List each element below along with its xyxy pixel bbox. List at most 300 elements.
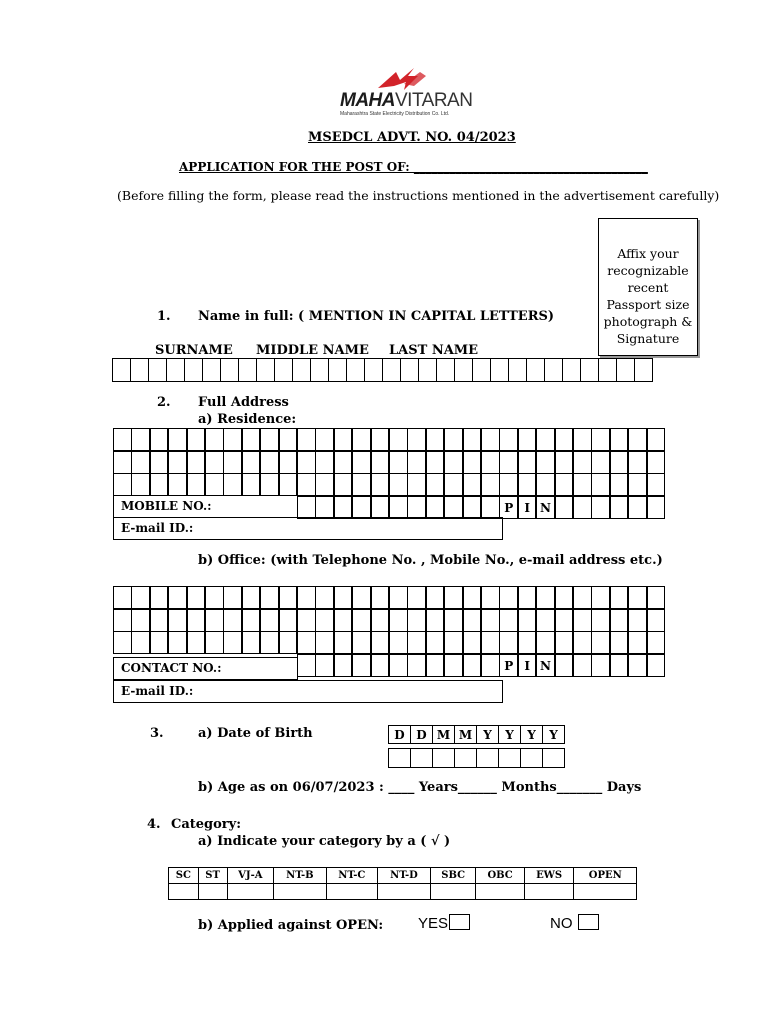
- name-cell[interactable]: [544, 358, 563, 382]
- residence-cell[interactable]: [555, 451, 574, 474]
- residence-cell[interactable]: [407, 451, 426, 474]
- residence-cell[interactable]: [463, 496, 482, 519]
- residence-cell[interactable]: [407, 428, 426, 451]
- office-cell[interactable]: [150, 609, 169, 632]
- dob-input-cells[interactable]: [389, 749, 565, 768]
- post-applied-label: APPLICATION FOR THE POST OF: _______________________________________: [179, 160, 648, 174]
- residence-cell[interactable]: [260, 451, 279, 474]
- residence-cell[interactable]: [481, 496, 500, 519]
- dob-cell[interactable]: [388, 748, 411, 768]
- office-cell[interactable]: [334, 586, 353, 609]
- category-header: NT-B: [274, 868, 326, 884]
- office-cell[interactable]: [647, 586, 666, 609]
- office-cell[interactable]: [223, 586, 242, 609]
- office-cell[interactable]: [223, 631, 242, 654]
- residence-cell[interactable]: [113, 473, 132, 496]
- office-cell[interactable]: [223, 609, 242, 632]
- office-cell[interactable]: [407, 631, 426, 654]
- office-cell[interactable]: [573, 609, 592, 632]
- name-cell[interactable]: [562, 358, 581, 382]
- office-cell[interactable]: [591, 631, 610, 654]
- residence-cell[interactable]: [371, 428, 390, 451]
- section2-title: Full Address: [198, 395, 289, 410]
- residence-cell[interactable]: [297, 451, 316, 474]
- name-cell[interactable]: [526, 358, 545, 382]
- residence-cell[interactable]: [555, 496, 574, 519]
- office-cell[interactable]: [555, 586, 574, 609]
- office-cell[interactable]: [150, 586, 169, 609]
- residence-cell[interactable]: [536, 451, 555, 474]
- office-cell[interactable]: [131, 586, 150, 609]
- residence-cell[interactable]: [223, 473, 242, 496]
- residence-cell[interactable]: [426, 473, 445, 496]
- age-label: b) Age as on 06/07/2023 : ____ Years______ Months_______ Days: [198, 780, 642, 795]
- name-cell[interactable]: [364, 358, 383, 382]
- office-cell[interactable]: [187, 631, 206, 654]
- name-cell[interactable]: [598, 358, 617, 382]
- name-cell[interactable]: [454, 358, 473, 382]
- office-cell[interactable]: [628, 586, 647, 609]
- office-cell[interactable]: [352, 631, 371, 654]
- office-cell[interactable]: [334, 654, 353, 677]
- office-cell[interactable]: [591, 654, 610, 677]
- office-cell[interactable]: [426, 586, 445, 609]
- office-cell[interactable]: [481, 609, 500, 632]
- name-cell[interactable]: [274, 358, 293, 382]
- advt-number: MSEDCL ADVT. NO. 04/2023: [308, 130, 516, 145]
- office-cell[interactable]: [279, 586, 298, 609]
- category-table: [168, 867, 637, 900]
- office-cell[interactable]: [407, 586, 426, 609]
- contact-label: CONTACT NO.:: [113, 657, 298, 680]
- logo-brand-light: VITARAN: [395, 90, 473, 111]
- middle-name-label: MIDDLE NAME: [256, 343, 369, 358]
- office-cell[interactable]: [573, 654, 592, 677]
- photo-box-text: Affix your recognizable recent Passport size photograph & Signature: [603, 246, 693, 346]
- residence-cell[interactable]: [555, 428, 574, 451]
- section3-number: 3.: [150, 726, 164, 741]
- name-cell[interactable]: [616, 358, 635, 382]
- name-cell[interactable]: [436, 358, 455, 382]
- residence-cell[interactable]: [352, 473, 371, 496]
- residence-cell[interactable]: [389, 473, 408, 496]
- logo-tagline: Maharashtra State Electricity Distribution Co. Ltd.: [340, 111, 450, 117]
- residence-cell[interactable]: [371, 473, 390, 496]
- category-header: ST: [198, 868, 227, 884]
- residence-cell[interactable]: [389, 428, 408, 451]
- office-cell[interactable]: [205, 586, 224, 609]
- category-tick-cell[interactable]: [169, 884, 199, 900]
- office-cell[interactable]: [334, 609, 353, 632]
- dob-format-row: [389, 726, 565, 744]
- office-cell[interactable]: [297, 654, 316, 677]
- office-cell[interactable]: [573, 631, 592, 654]
- category-tick-cell[interactable]: [198, 884, 227, 900]
- office-cell[interactable]: [260, 586, 279, 609]
- office-cell[interactable]: [518, 586, 537, 609]
- residence-cell[interactable]: [573, 473, 592, 496]
- office-cell[interactable]: [131, 609, 150, 632]
- residence-cell[interactable]: [315, 451, 334, 474]
- office-cell[interactable]: [555, 631, 574, 654]
- residence-cell[interactable]: [131, 473, 150, 496]
- no-option[interactable]: [550, 914, 599, 932]
- residence-cell[interactable]: [481, 428, 500, 451]
- residence-cell[interactable]: [371, 496, 390, 519]
- dob-cell[interactable]: [498, 748, 521, 768]
- office-cell[interactable]: [463, 609, 482, 632]
- residence-cell[interactable]: [499, 451, 518, 474]
- residence-cell[interactable]: [352, 496, 371, 519]
- office-cell[interactable]: [610, 586, 629, 609]
- office-cell[interactable]: [499, 609, 518, 632]
- name-cell[interactable]: [310, 358, 329, 382]
- office-cell[interactable]: [389, 586, 408, 609]
- residence-cell[interactable]: [591, 473, 610, 496]
- residence-cell[interactable]: [242, 428, 261, 451]
- office-cell[interactable]: [297, 631, 316, 654]
- office-cell[interactable]: [499, 586, 518, 609]
- name-cell[interactable]: [238, 358, 257, 382]
- office-cell[interactable]: [647, 654, 666, 677]
- dob-cell[interactable]: [432, 748, 455, 768]
- office-cell[interactable]: [150, 631, 169, 654]
- office-cell[interactable]: [591, 586, 610, 609]
- name-cell[interactable]: [292, 358, 311, 382]
- residence-cell[interactable]: [131, 451, 150, 474]
- residence-cell[interactable]: [628, 496, 647, 519]
- residence-cell[interactable]: [334, 428, 353, 451]
- residence-cell[interactable]: [131, 428, 150, 451]
- residence-cell[interactable]: [150, 473, 169, 496]
- name-cell[interactable]: [472, 358, 491, 382]
- category-tick-cell[interactable]: [274, 884, 326, 900]
- category-header: OBC: [476, 868, 524, 884]
- residence-cell[interactable]: [591, 451, 610, 474]
- residence-cell[interactable]: [260, 473, 279, 496]
- name-cell[interactable]: [184, 358, 203, 382]
- office-cell[interactable]: [481, 654, 500, 677]
- residence-cell[interactable]: [573, 428, 592, 451]
- office-cell[interactable]: [242, 586, 261, 609]
- name-cell[interactable]: [148, 358, 167, 382]
- yes-checkbox[interactable]: [449, 914, 470, 930]
- office-cell[interactable]: [371, 654, 390, 677]
- office-cell[interactable]: [168, 586, 187, 609]
- last-name-label: LAST NAME: [389, 343, 479, 358]
- residence-cell[interactable]: [518, 428, 537, 451]
- residence-cell[interactable]: [536, 473, 555, 496]
- dob-format-letter: Y: [542, 725, 565, 744]
- office-cell[interactable]: [407, 609, 426, 632]
- name-input-cells[interactable]: [113, 359, 653, 382]
- residence-cell[interactable]: [297, 496, 316, 519]
- residence-cell[interactable]: [628, 473, 647, 496]
- office-cell[interactable]: [113, 586, 132, 609]
- category-tick-cell[interactable]: [227, 884, 274, 900]
- office-cell[interactable]: [463, 654, 482, 677]
- residence-cell[interactable]: [389, 496, 408, 519]
- office-cell[interactable]: [371, 609, 390, 632]
- mobile-label: MOBILE NO.:: [113, 495, 298, 518]
- office-cell[interactable]: [481, 631, 500, 654]
- office-cell[interactable]: [205, 631, 224, 654]
- residence-cell[interactable]: [481, 473, 500, 496]
- residence-cell[interactable]: [168, 428, 187, 451]
- residence-cell[interactable]: [260, 428, 279, 451]
- section1-title: Name in full: ( MENTION IN CAPITAL LETTERS): [198, 309, 555, 324]
- residence-cell[interactable]: [610, 496, 629, 519]
- office-cell[interactable]: [647, 609, 666, 632]
- office-cell[interactable]: [647, 631, 666, 654]
- office-cell[interactable]: [426, 631, 445, 654]
- office-cell[interactable]: [444, 609, 463, 632]
- name-cell[interactable]: [382, 358, 401, 382]
- office-cell[interactable]: [187, 609, 206, 632]
- residence-cell[interactable]: [113, 451, 132, 474]
- office-cell[interactable]: [371, 631, 390, 654]
- photo-box: [598, 218, 698, 356]
- name-cell[interactable]: [418, 358, 437, 382]
- category-tick-cell[interactable]: [378, 884, 431, 900]
- office-cell[interactable]: [352, 654, 371, 677]
- name-cell[interactable]: [202, 358, 221, 382]
- residence-cell[interactable]: [591, 496, 610, 519]
- residence-cell[interactable]: [187, 451, 206, 474]
- residence-cell[interactable]: [168, 451, 187, 474]
- office-cell[interactable]: [610, 631, 629, 654]
- residence-cell[interactable]: [389, 451, 408, 474]
- office-cell[interactable]: [297, 586, 316, 609]
- name-cell[interactable]: [508, 358, 527, 382]
- residence-cell[interactable]: [297, 473, 316, 496]
- office-cell[interactable]: [389, 631, 408, 654]
- pin-letter: P: [499, 496, 518, 519]
- office-cell[interactable]: [242, 609, 261, 632]
- residence-cell[interactable]: [444, 451, 463, 474]
- office-cell[interactable]: [536, 631, 555, 654]
- residence-cell[interactable]: [334, 451, 353, 474]
- category-tick-cell[interactable]: [476, 884, 524, 900]
- office-cell[interactable]: [242, 631, 261, 654]
- dob-cell[interactable]: [542, 748, 565, 768]
- office-cell[interactable]: [518, 609, 537, 632]
- office-cell[interactable]: [168, 631, 187, 654]
- name-cell[interactable]: [400, 358, 419, 382]
- residence-cell[interactable]: [444, 496, 463, 519]
- residence-cell[interactable]: [168, 473, 187, 496]
- residence-cell[interactable]: [279, 473, 298, 496]
- name-cell[interactable]: [580, 358, 599, 382]
- office-cell[interactable]: [610, 609, 629, 632]
- residence-cell[interactable]: [150, 428, 169, 451]
- office-cell[interactable]: [389, 654, 408, 677]
- residence-cell[interactable]: [426, 496, 445, 519]
- residence-cell[interactable]: [407, 473, 426, 496]
- office-cell[interactable]: [573, 586, 592, 609]
- residence-cell[interactable]: [463, 428, 482, 451]
- dob-cell[interactable]: [410, 748, 433, 768]
- category-tick-cell[interactable]: [524, 884, 574, 900]
- residence-cell[interactable]: [628, 451, 647, 474]
- office-cell[interactable]: [315, 654, 334, 677]
- dob-format-letter: D: [388, 725, 411, 744]
- name-cell[interactable]: [634, 358, 653, 382]
- office-cell[interactable]: [113, 631, 132, 654]
- residence-cell[interactable]: [205, 428, 224, 451]
- residence-cell[interactable]: [647, 496, 666, 519]
- residence-cell[interactable]: [573, 451, 592, 474]
- residence-cell[interactable]: [444, 428, 463, 451]
- residence-cell[interactable]: [242, 473, 261, 496]
- office-cell[interactable]: [352, 609, 371, 632]
- residence-cell[interactable]: [647, 428, 666, 451]
- office-cell[interactable]: [279, 609, 298, 632]
- office-cell[interactable]: [628, 609, 647, 632]
- dob-format-letter: Y: [476, 725, 499, 744]
- pin-letter: P: [499, 654, 518, 677]
- office-cell[interactable]: [371, 586, 390, 609]
- office-cell[interactable]: [444, 631, 463, 654]
- residence-cell[interactable]: [205, 451, 224, 474]
- dob-cell[interactable]: [520, 748, 543, 768]
- office-cell[interactable]: [444, 586, 463, 609]
- residence-cell[interactable]: [555, 473, 574, 496]
- name-cell[interactable]: [346, 358, 365, 382]
- residence-cell[interactable]: [499, 473, 518, 496]
- office-cell[interactable]: [628, 654, 647, 677]
- office-cell[interactable]: [426, 609, 445, 632]
- residence-cell[interactable]: [518, 473, 537, 496]
- office-cell[interactable]: [463, 631, 482, 654]
- surname-label: SURNAME: [155, 343, 233, 358]
- category-tick-cell[interactable]: [326, 884, 378, 900]
- office-cell[interactable]: [168, 609, 187, 632]
- residence-cell[interactable]: [426, 428, 445, 451]
- residence-cell[interactable]: [647, 473, 666, 496]
- residence-cell[interactable]: [334, 496, 353, 519]
- office-cell[interactable]: [334, 631, 353, 654]
- office-cell[interactable]: [260, 609, 279, 632]
- residence-cell[interactable]: [426, 451, 445, 474]
- residence-cell[interactable]: [444, 473, 463, 496]
- office-cell[interactable]: [279, 631, 298, 654]
- office-cell[interactable]: [536, 586, 555, 609]
- name-cell[interactable]: [166, 358, 185, 382]
- category-tick-cell[interactable]: [430, 884, 476, 900]
- name-cell[interactable]: [220, 358, 239, 382]
- residence-cell[interactable]: [297, 428, 316, 451]
- office-cell[interactable]: [499, 631, 518, 654]
- office-cell[interactable]: [315, 609, 334, 632]
- category-header: SBC: [430, 868, 476, 884]
- office-cell[interactable]: [315, 586, 334, 609]
- office-cell[interactable]: [260, 631, 279, 654]
- residence-cell[interactable]: [499, 428, 518, 451]
- office-cell[interactable]: [352, 586, 371, 609]
- logo-brand-bold: MAHA: [340, 90, 395, 111]
- office-cell[interactable]: [297, 609, 316, 632]
- office-cell[interactable]: [205, 609, 224, 632]
- office-cell[interactable]: [536, 609, 555, 632]
- yes-option[interactable]: [418, 914, 470, 932]
- office-cell[interactable]: [591, 609, 610, 632]
- residence-cell[interactable]: [352, 428, 371, 451]
- residence-cell[interactable]: [223, 428, 242, 451]
- office-cell[interactable]: [463, 586, 482, 609]
- category-header: OPEN: [574, 868, 637, 884]
- residence-cell[interactable]: [371, 451, 390, 474]
- no-checkbox[interactable]: [578, 914, 599, 930]
- residence-cell[interactable]: [628, 428, 647, 451]
- name-cell[interactable]: [130, 358, 149, 382]
- office-cell[interactable]: [628, 631, 647, 654]
- residence-cell[interactable]: [610, 473, 629, 496]
- name-cell[interactable]: [490, 358, 509, 382]
- residence-cell[interactable]: [315, 496, 334, 519]
- office-cell[interactable]: [315, 631, 334, 654]
- residence-cell[interactable]: [591, 428, 610, 451]
- residence-cell[interactable]: [223, 451, 242, 474]
- office-cell[interactable]: [389, 609, 408, 632]
- residence-cell[interactable]: [352, 451, 371, 474]
- residence-cell[interactable]: [573, 496, 592, 519]
- office-cell[interactable]: [426, 654, 445, 677]
- residence-cell[interactable]: [463, 473, 482, 496]
- office-cell[interactable]: [518, 631, 537, 654]
- office-cell[interactable]: [131, 631, 150, 654]
- residence-cell[interactable]: [315, 473, 334, 496]
- dob-cell[interactable]: [476, 748, 499, 768]
- residence-cell[interactable]: [279, 451, 298, 474]
- dob-format-letter: M: [454, 725, 477, 744]
- residence-cell[interactable]: [315, 428, 334, 451]
- office-cell[interactable]: [187, 586, 206, 609]
- residence-cell[interactable]: [610, 428, 629, 451]
- residence-cell[interactable]: [205, 473, 224, 496]
- name-cell[interactable]: [112, 358, 131, 382]
- name-cell[interactable]: [256, 358, 275, 382]
- residence-cell[interactable]: [407, 496, 426, 519]
- office-cell[interactable]: [407, 654, 426, 677]
- office-cell[interactable]: [555, 654, 574, 677]
- residence-cell[interactable]: [242, 451, 261, 474]
- office-cell[interactable]: [481, 586, 500, 609]
- residence-cell[interactable]: [187, 473, 206, 496]
- residence-cell[interactable]: [463, 451, 482, 474]
- office-cell[interactable]: [444, 654, 463, 677]
- lightning-logo-icon: [374, 66, 434, 92]
- office-cell[interactable]: [555, 609, 574, 632]
- residence-cell[interactable]: [610, 451, 629, 474]
- residence-cell[interactable]: [518, 451, 537, 474]
- residence-cell[interactable]: [647, 451, 666, 474]
- office-cell[interactable]: [113, 609, 132, 632]
- office-cell[interactable]: [610, 654, 629, 677]
- residence-cell[interactable]: [279, 428, 298, 451]
- category-header: NT-C: [326, 868, 378, 884]
- residence-cell[interactable]: [334, 473, 353, 496]
- dob-cell[interactable]: [454, 748, 477, 768]
- residence-cell[interactable]: [187, 428, 206, 451]
- residence-cell[interactable]: [150, 451, 169, 474]
- dob-format-letter: M: [432, 725, 455, 744]
- residence-cell[interactable]: [536, 428, 555, 451]
- name-cell[interactable]: [328, 358, 347, 382]
- category-tick-cell[interactable]: [574, 884, 637, 900]
- residence-cell[interactable]: [481, 451, 500, 474]
- residence-cell[interactable]: [113, 428, 132, 451]
